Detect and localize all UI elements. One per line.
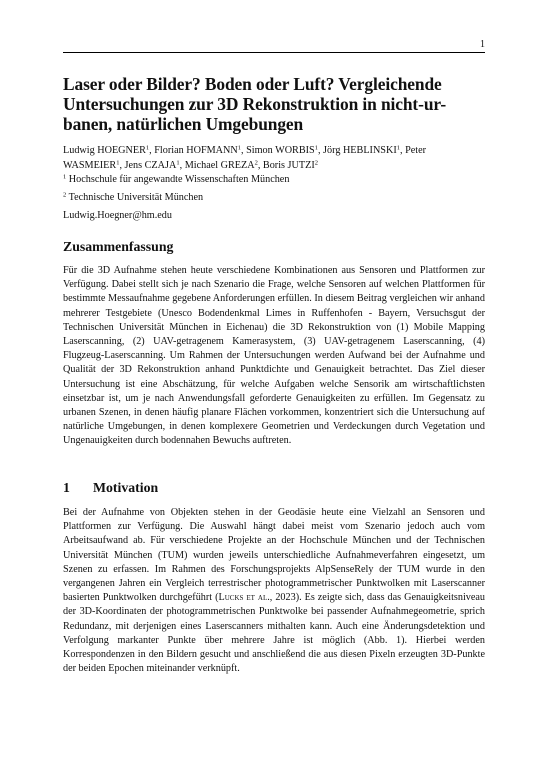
affiliation-mark: 1 xyxy=(63,173,67,181)
page-header xyxy=(63,40,485,53)
section-title: Motivation xyxy=(93,480,159,495)
section-heading xyxy=(63,479,158,496)
affiliation-mark: 2 xyxy=(63,191,67,199)
author: Simon WORBIS xyxy=(246,145,315,156)
paragraph-text: , 2023). Es zeigte sich, dass das Genauigkeitsniveau der 3D-Koordinaten der photogrammetrischen Punktwolke bei passender Aufnahmegeometrie, sprich Redundanz, mit derjenigen eines Laserscanners mithalten kann. Auch eine Änderungsdetektion und Verfolgung markanter Punkte über mehrere Jahre ist möglich (Abb. 1). Hierbei werden Korrespondenzen in den Bildern gesucht und anschließend die aus diesen Pixeln erzeugten 3D-Punkte der beiden Epochen miteinander verknüpft. xyxy=(63,592,486,675)
abstract-text: Für die 3D Aufnahme stehen heute verschiedene Kombinationen aus Sensoren und Plattformen zur Verfügung. Dabei stellt sich je nach Szenario die Frage, welche Sensoren auf welchen Plattformen für bestimmte Messaufnahme gegebene Anforderungen erfüllen. In diesem Beitrag vergleichen wir anhand mehrerer Testgebiete (Unesco Bodendenkmal Limes in Ruffenhofen - Bayern, Versuchsgut der Technischen Universität München in Eichenau) die 3D Rekonstruktion von (1) Mobile Mapping Laserscanning, (2) UAV-getragenem Kamerasystem, (3) UAV-getragenem Laserscanning, (4) Flugzeug-Laserscanning. Um Rahmen der Untersuchungen werden Aufwand bei der Aufnahme und Qualität der 3D Rekonstruktion anhand Punktdichte und Genauigkeit betrachtet. Das Ziel dieser Untersuchung ist eine Abschätzung, für welche Aufgaben welche Sensorik am wirtschaftlichsten einsetzbar ist, um je nach Anwendungsfall geforderte Genauigkeiten zu erfüllen. Im Gegensatz zu urbanen Szenen, in denen häufig planare Flächen vorkommen, konzentriert sich die Untersuchung auf natürliche Umgebungen, in denen komplexere Geometrien und Verdeckungen durch Vegetation und Ungenauigkeiten durch bodennahen Bewuchs auftreten. xyxy=(63,265,485,447)
affiliation-mark: 1 xyxy=(314,144,318,152)
affiliation-mark: 1 xyxy=(176,159,180,167)
author: Ludwig HOEGNER xyxy=(63,145,146,156)
citation-authors[interactable]: Lucks et al. xyxy=(218,592,270,604)
affiliation-2 xyxy=(63,191,485,204)
affiliation-mark: 1 xyxy=(116,159,120,167)
author: Jörg HEBLINSKI xyxy=(323,145,397,156)
paragraph-text: Bei der Aufnahme von Objekten stehen in der Geodäsie heute eine Vielzahl an Sensoren und Plattformen zur Verfügung. Die Auswahl hängt dabei meist vom Szenario jedoch auch vom Arbeitsaufwand ab. Für verschiedene Projekte an der Hochschule München und der Technischen Universität München (TUM) wurden jeweils unterschiedliche Aufnahmeverfahren eingesetzt, um Szenen zu erfassen. Im Rahmen des Forschungsprojekts AlpSenseRely der TUM wurde in den vergangenen Jahren ein Vergleich terrestrischer photogrammetrischer Punktwolken mit Laserscanner basierten Punktwolken durchgeführt ( xyxy=(63,507,485,604)
author-list: Ludwig HOEGNER$^1$, Florian HOFMANN$^1$, Simon WORBIS$^1$, Jörg HEBLINSKI$^1$, Peter WASMEIER$^1$, Jens CZAJA$^1$, Michael GREZA$^2$, Boris JUTZI$^2$ xyxy=(63,144,426,171)
affiliation-text: Hochschule für angewandte Wissenschaften München xyxy=(68,174,290,185)
affiliation-mark: 2 xyxy=(254,159,258,167)
affiliation-1 xyxy=(63,173,485,186)
affiliation-mark: 1 xyxy=(237,144,242,152)
affiliation-mark: 1 xyxy=(396,144,400,152)
author: Michael GREZA xyxy=(184,160,255,171)
paper-title: Laser oder Bilder? Boden oder Luft? Vergleichende Untersuchungen zur 3D Rekonstruktion in nicht-ur-banen, natürlichen Umgebungen xyxy=(63,74,447,134)
author: Boris JUTZI xyxy=(262,160,315,171)
contact-email[interactable]: Ludwig.Hoegner@hm.edu xyxy=(63,210,172,221)
affiliation-mark: 2 xyxy=(314,159,318,167)
abstract-heading: Zusammenfassung xyxy=(63,239,174,254)
section-paragraph xyxy=(63,506,485,676)
page-number: 1 xyxy=(480,39,485,50)
affiliation-text: Technische Universität München xyxy=(68,192,204,203)
author: Peter WASMEIER xyxy=(63,145,426,171)
affiliation-mark: 1 xyxy=(145,144,150,152)
author: Jens CZAJA xyxy=(124,160,177,171)
section-number: 1 xyxy=(63,480,70,495)
author: Florian HOFMANN xyxy=(154,145,238,156)
